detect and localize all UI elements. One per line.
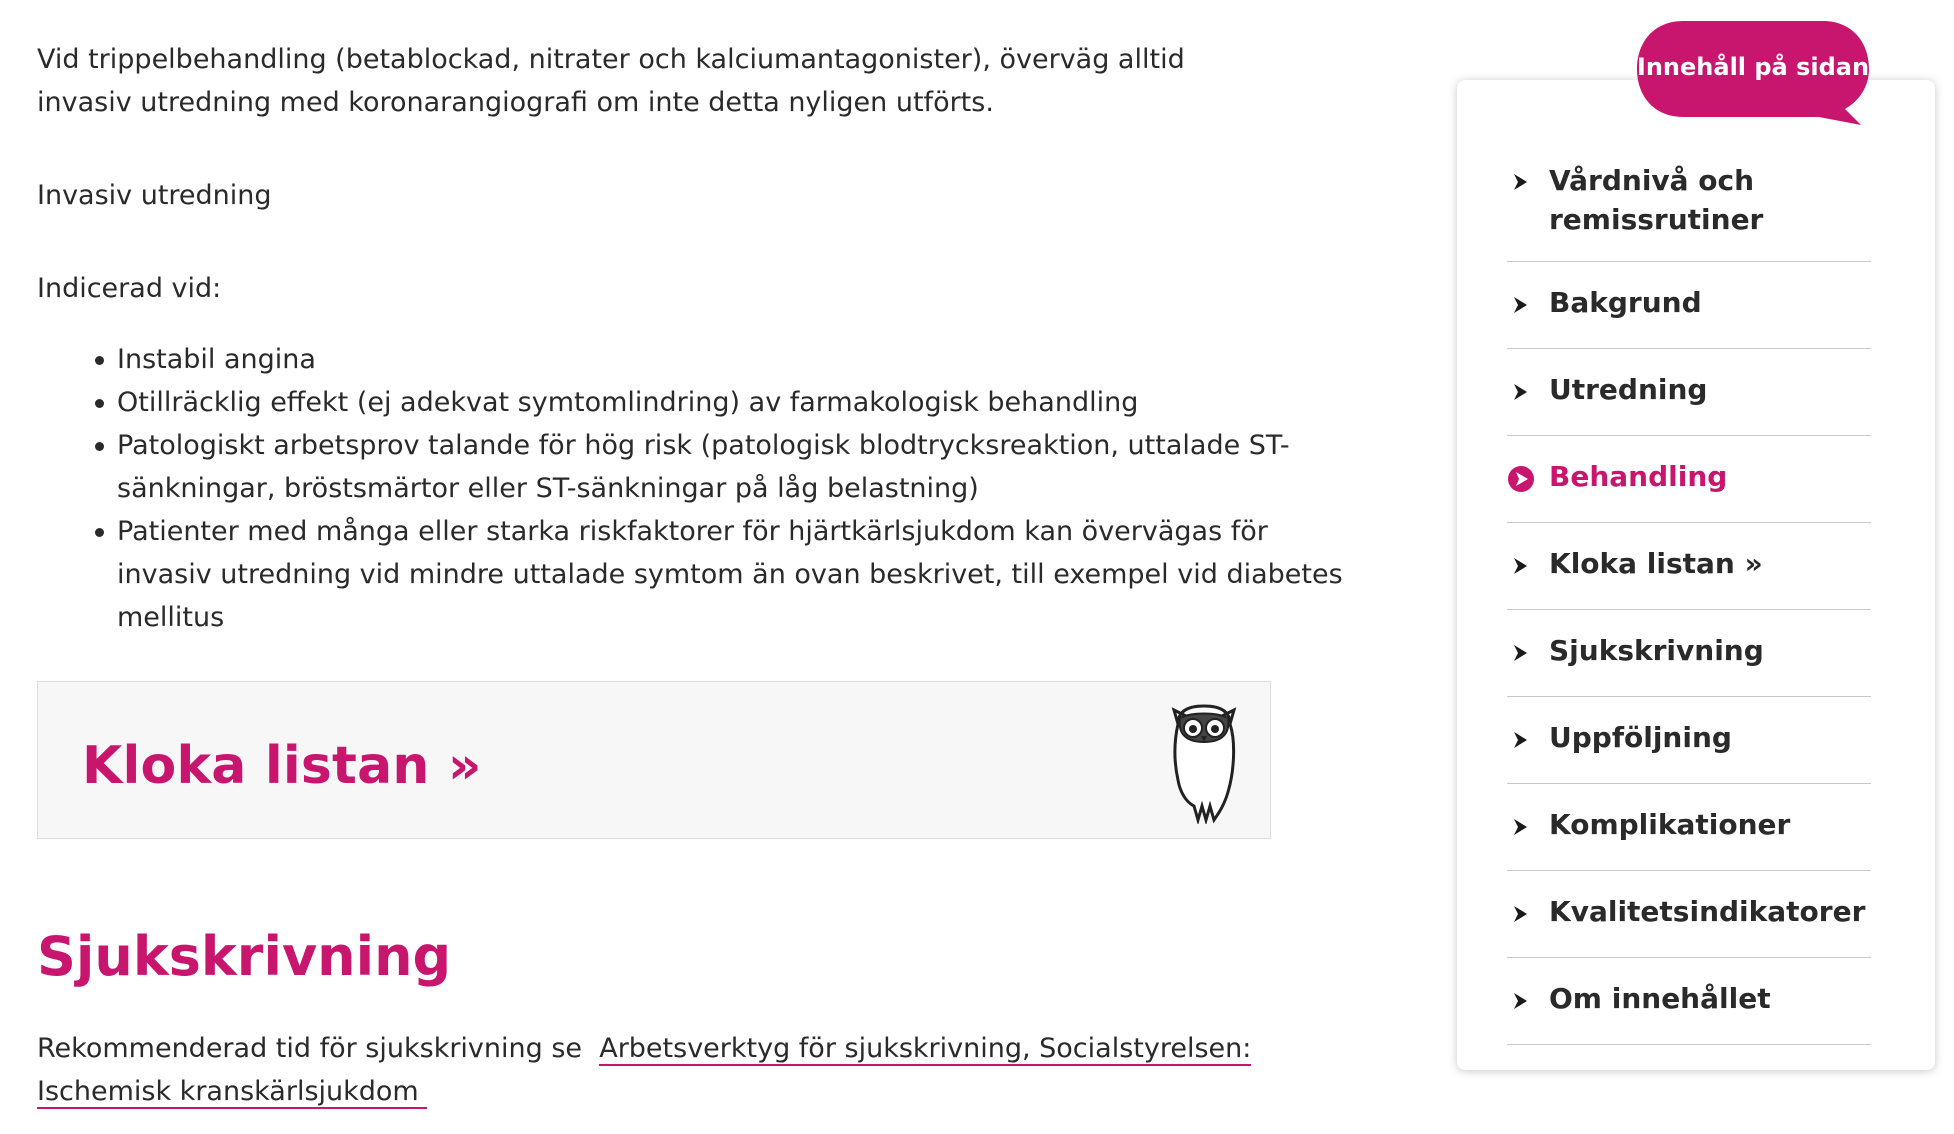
toc-item-label[interactable]: Kvalitetsindikatorer: [1549, 895, 1866, 928]
subheading-invasive: Invasiv utredning: [37, 180, 272, 211]
intro-paragraph: Vid trippelbehandling (betablockad, nitrater och kalciumantagonister), överväg alltid invasiv utredning med koronarangiografi om inte detta nyligen utförts.: [37, 44, 1185, 118]
toc-item-label[interactable]: Uppföljning: [1549, 721, 1732, 754]
sick-leave-paragraph: [37, 1027, 1277, 1113]
chevron-right-icon: [1511, 818, 1529, 836]
list-item: Patienter med många eller starka riskfaktorer för hjärtkärlsjukdom kan övervägas för invasiv utredning vid mindre uttalade symtom än ovan beskrivet, till exempel vid diabetes mellitus: [117, 510, 1357, 639]
toc-item-label[interactable]: Sjukskrivning: [1549, 634, 1764, 667]
list-item: Instabil angina: [117, 338, 1357, 381]
toc-panel: [1457, 80, 1935, 1070]
indication-list: [37, 338, 1357, 639]
indicated-label: Indicerad vid:: [37, 273, 222, 304]
toc-item-label[interactable]: Bakgrund: [1549, 286, 1702, 319]
section-heading-sick-leave: Sjukskrivning: [37, 925, 452, 988]
circle-arrow-icon: [1507, 465, 1535, 493]
chevron-right-icon: [1511, 383, 1529, 401]
toc-item-label[interactable]: Behandling: [1549, 460, 1728, 493]
toc-item-label[interactable]: Om innehållet: [1549, 982, 1771, 1015]
toc-item-behandling[interactable]: [1507, 436, 1871, 523]
chevron-right-icon: [1511, 173, 1529, 191]
list-item: Otillräcklig effekt (ej adekvat symtomlindring) av farmakologisk behandling: [117, 381, 1357, 424]
toc-item-vardniva[interactable]: [1507, 139, 1871, 262]
toc-item-label[interactable]: Komplikationer: [1549, 808, 1791, 841]
toc-item-uppfoljning[interactable]: [1507, 697, 1871, 784]
toc-item-om-innehallet[interactable]: [1507, 958, 1871, 1045]
chevron-right-icon: [1511, 731, 1529, 749]
sick-leave-text: Rekommenderad tid för sjukskrivning se: [37, 1033, 583, 1064]
toc-item-label[interactable]: Vårdnivå och remissrutiner: [1549, 164, 1764, 236]
toc-item-kloka-listan[interactable]: [1507, 523, 1871, 610]
chevron-right-icon: [1511, 644, 1529, 662]
toc-title: Innehåll på sidan: [1636, 53, 1870, 81]
list-item: Patologiskt arbetsprov talande för hög risk (patologisk blodtrycksreaktion, uttalade ST-sänkningar, bröstsmärtor eller ST-sänkningar på låg belastning): [117, 424, 1357, 510]
toc-list: [1507, 139, 1871, 1045]
toc-title-bubble: [1633, 17, 1873, 121]
chevron-right-icon: [1511, 557, 1529, 575]
toc-item-sjukskrivning[interactable]: [1507, 610, 1871, 697]
toc-item-kvalitetsindikatorer[interactable]: [1507, 871, 1871, 958]
chevron-right-icon: [1511, 905, 1529, 923]
toc-item-komplikationer[interactable]: [1507, 784, 1871, 871]
owl-icon: [1168, 702, 1240, 824]
chevron-right-icon: [1511, 296, 1529, 314]
chevron-right-icon: [1511, 992, 1529, 1010]
toc-item-bakgrund[interactable]: [1507, 262, 1871, 349]
toc-item-label[interactable]: Kloka listan »: [1549, 547, 1763, 580]
kloka-listan-link[interactable]: Kloka listan »: [82, 736, 482, 796]
toc-item-label[interactable]: Utredning: [1549, 373, 1708, 406]
toc-item-utredning[interactable]: [1507, 349, 1871, 436]
sick-leave-link[interactable]: Arbetsverktyg för sjukskrivning, Socialstyrelsen: Ischemisk kranskärlsjukdom: [37, 1033, 1252, 1107]
kloka-listan-box[interactable]: [37, 681, 1271, 839]
